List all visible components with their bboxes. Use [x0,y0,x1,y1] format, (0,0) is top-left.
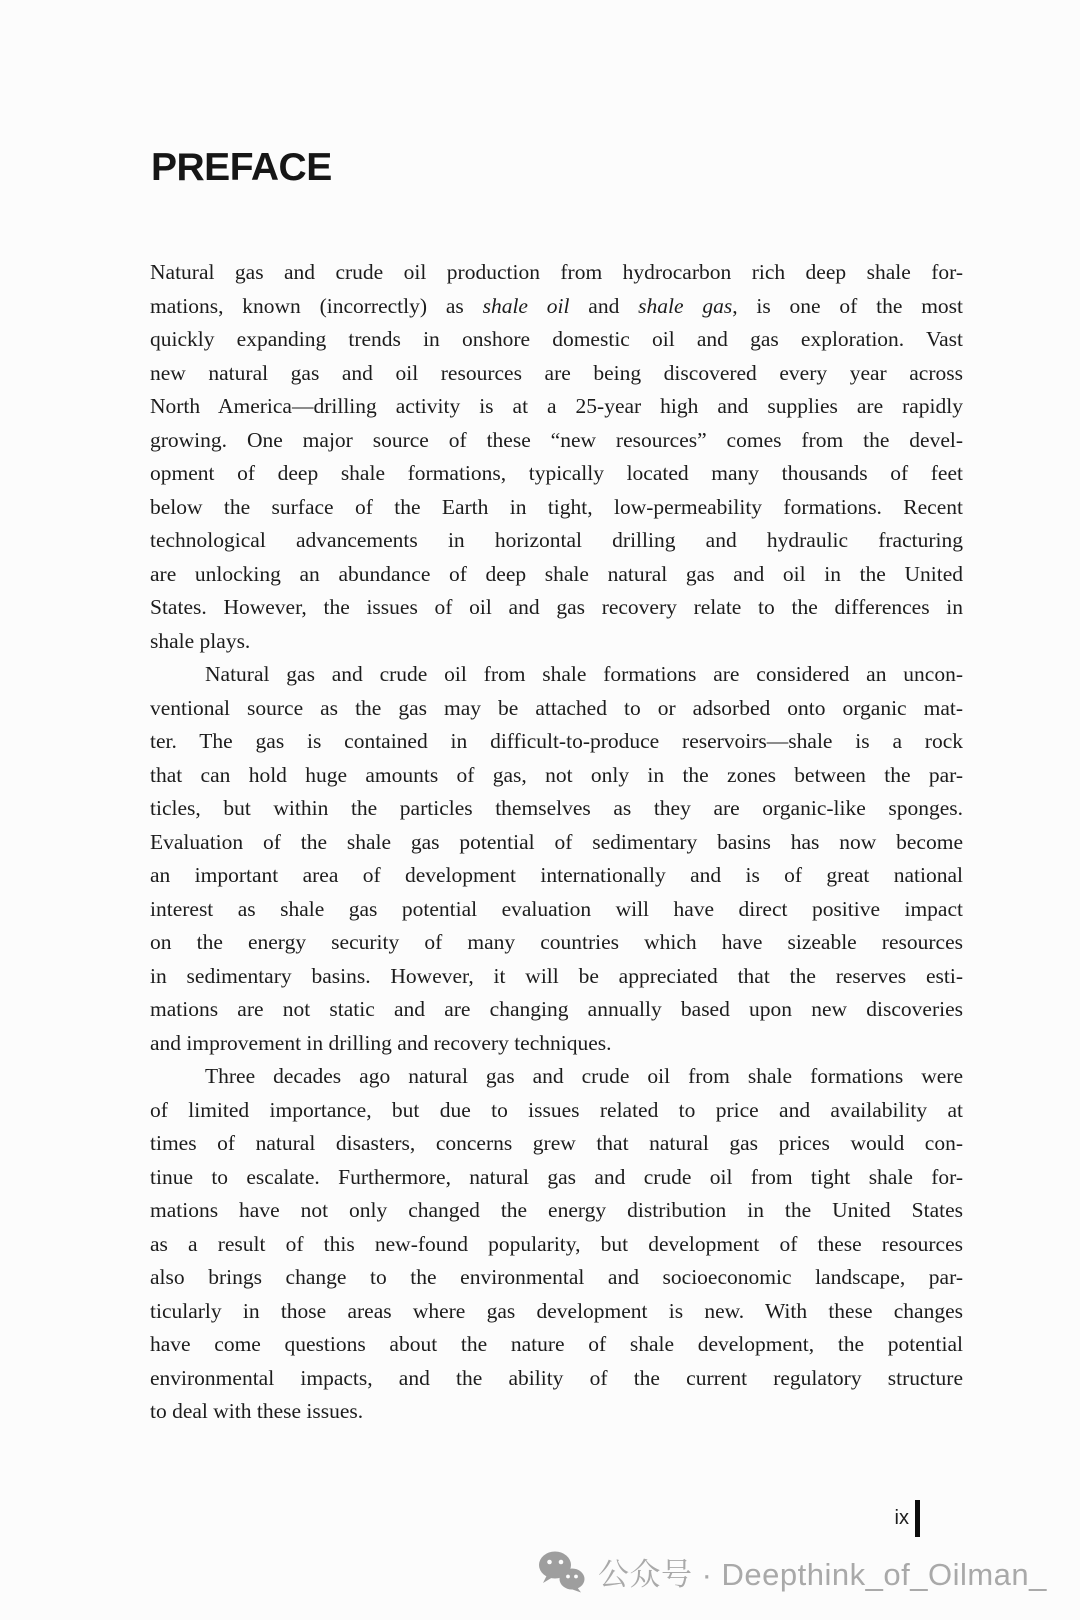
wechat-icon [538,1551,586,1593]
text-line: ticles, but within the particles themselves as they are organic-like sponges. [150,796,963,820]
text-line: quickly expanding trends in onshore domestic oil and gas exploration. Vast [150,327,963,351]
text-line: have come questions about the nature of shale development, the potential [150,1332,963,1356]
text-line: new natural gas and oil resources are being discovered every year across [150,360,963,385]
text-line: States. However, the issues of oil and gas recovery relate to the differences in [150,595,963,619]
text-line: in sedimentary basins. However, it will be appreciated that the reserves esti- [150,963,963,988]
paragraph [150,658,963,1060]
paragraph [150,256,963,658]
text-line: ter. The gas is contained in difficult-to-produce reservoirs—shale is a rock [150,729,963,753]
preface-body [150,256,963,1429]
text-line: Three decades ago natural gas and crude oil from shale formations were [205,1064,963,1088]
paragraph [150,1060,963,1429]
text-line: North America—drilling activity is at a 25-year high and supplies are rapidly [150,394,963,418]
text-line: Natural gas and crude oil production from hydrocarbon rich deep shale for- [150,260,963,284]
text-line: and improvement in drilling and recovery techniques. [150,1030,612,1055]
page-number-block [830,1500,920,1537]
text-line: are unlocking an abundance of deep shale natural gas and oil in the United [150,561,963,586]
text-line: Evaluation of the shale gas potential of sedimentary basins has now become [150,829,963,854]
page-number-bar [915,1500,920,1537]
text-line: environmental impacts, and the ability of the current regulatory structure [150,1365,963,1390]
text-line: mations are not static and are changing annually based upon new discoveries [150,997,963,1021]
watermark [538,1549,1047,1594]
page-title: PREFACE [151,146,332,189]
text-line: shale plays. [150,628,251,653]
page-number: ix [894,1507,909,1529]
text-line: that can hold huge amounts of gas, not only in the zones between the par- [150,762,963,787]
text-line: technological advancements in horizontal drilling and hydraulic fracturing [150,528,963,552]
text-line: of limited importance, but due to issues related to price and availability at [150,1097,963,1122]
text-line: Natural gas and crude oil from shale formations are considered an uncon- [205,662,963,686]
text-line: ticularly in those areas where gas development is new. With these changes [150,1298,963,1323]
text-line: below the surface of the Earth in tight, low-permeability formations. Recent [150,494,963,519]
text-line: as a result of this new-found popularity, but development of these resources [150,1231,963,1256]
text-line: tinue to escalate. Furthermore, natural gas and crude oil from tight shale for- [150,1164,963,1189]
text-line: opment of deep shale formations, typically located many thousands of feet [150,461,963,485]
text-line: mations, known (incorrectly) as shale oil and shale gas, is one of the most [150,293,964,318]
text-line: times of natural disasters, concerns grew that natural gas prices would con- [150,1131,963,1155]
watermark-text: 公众号 · Deepthink_of_Oilman_ [598,1557,1047,1592]
text-line: mations have not only changed the energy distribution in the United States [150,1198,963,1222]
text-line: interest as shale gas potential evaluation will have direct positive impact [150,896,963,921]
text-line: ventional source as the gas may be attached to or adsorbed onto organic mat- [150,695,963,720]
text-line: growing. One major source of these “new resources” comes from the devel- [150,427,963,452]
text-line: to deal with these issues. [150,1399,364,1423]
text-line: also brings change to the environmental and socioeconomic landscape, par- [150,1265,963,1289]
text-line: an important area of development internationally and is of great national [150,863,963,887]
text-line: on the energy security of many countries which have sizeable resources [150,930,963,954]
